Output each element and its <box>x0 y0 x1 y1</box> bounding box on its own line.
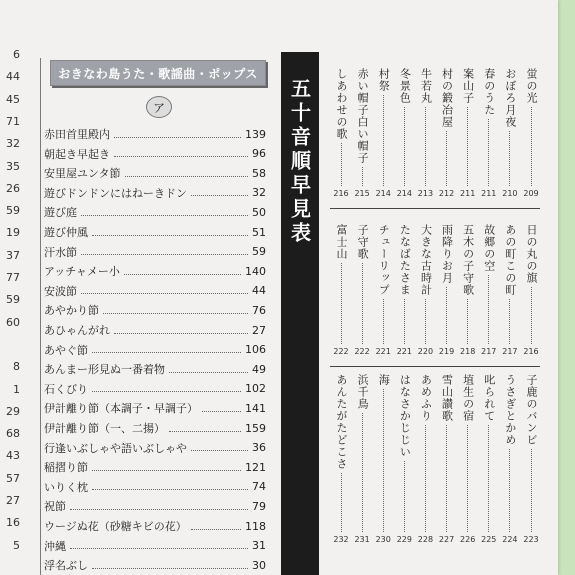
left-page-number: 68 <box>6 427 20 441</box>
song-row <box>44 418 266 438</box>
song-title: あやぐ節 <box>44 343 88 357</box>
dot-leader <box>531 287 532 344</box>
dot-leader <box>169 431 241 432</box>
index-entry-page: 225 <box>481 535 497 544</box>
song-page: 159 <box>245 421 266 435</box>
index-entry-title: 故郷の空 <box>482 224 496 272</box>
song-title: アッチャメー小 <box>44 265 120 279</box>
index-entry-page: 215 <box>354 189 370 198</box>
index-entry-title: あんたがたどこさ <box>335 374 348 470</box>
left-page-number: 19 <box>6 226 20 240</box>
left-page-number: 43 <box>6 449 20 463</box>
left-page-number: 45 <box>6 92 20 106</box>
dot-leader <box>92 568 248 569</box>
index-entry-page: 221 <box>375 347 391 356</box>
index-entry-title: 雨降りお月 <box>440 224 454 284</box>
kana-marker: ア <box>146 96 172 118</box>
song-row <box>44 202 266 222</box>
index-entry-page: 219 <box>438 347 455 356</box>
index-entry-page: 216 <box>333 189 349 198</box>
song-title: 伊計離り節（本調子・早調子） <box>44 402 198 416</box>
index-entry-title: 日の丸の旗 <box>525 224 538 284</box>
song-page: 31 <box>252 539 266 553</box>
dot-leader <box>362 413 363 532</box>
index-title-bar <box>281 52 319 575</box>
song-page: 59 <box>252 245 266 259</box>
index-entry-title: 牛若丸 <box>419 68 433 104</box>
index-entry-title: 雪山讃歌 <box>440 374 454 422</box>
index-entry-page: 213 <box>417 189 434 198</box>
dot-leader <box>92 352 241 353</box>
dot-leader <box>467 425 468 532</box>
left-page-number: 35 <box>6 159 20 173</box>
index-entry <box>524 68 538 198</box>
dot-leader <box>531 449 532 532</box>
dot-leader <box>531 107 532 186</box>
song-row <box>44 438 266 458</box>
index-entry <box>524 224 538 356</box>
dot-leader <box>425 299 426 344</box>
index-entry-page: 217 <box>502 347 518 356</box>
index-entry <box>440 374 454 544</box>
index-entry <box>440 224 454 356</box>
index-entry-page: 214 <box>396 189 412 198</box>
song-row <box>44 477 266 497</box>
index-entry-title: たなばたさま <box>398 224 412 296</box>
index-entry <box>376 224 390 356</box>
index-entry-title: 大きな古時計 <box>419 224 433 296</box>
song-row <box>44 379 266 399</box>
index-entry-title: 子守歌 <box>356 224 370 260</box>
dot-leader <box>509 299 510 344</box>
index-entry <box>482 224 496 356</box>
dot-leader <box>341 263 342 344</box>
index-entry-title: 案山子 <box>461 68 475 104</box>
index-entry-title: 海 <box>377 374 391 386</box>
index-entry-title: あの町この町 <box>503 224 517 296</box>
dot-leader <box>488 425 489 532</box>
index-entry-page: 222 <box>354 347 370 356</box>
index-block <box>333 224 539 356</box>
song-title: 赤田首里殿内 <box>44 128 110 141</box>
index-entry-page: 231 <box>354 535 370 544</box>
margin-divider <box>40 58 41 575</box>
dot-leader <box>383 95 384 186</box>
index-entry <box>418 374 432 544</box>
song-page: 140 <box>245 264 266 278</box>
left-page-number: 1 <box>13 382 20 396</box>
index-entry <box>355 68 369 198</box>
dot-leader <box>404 299 405 344</box>
song-page: 102 <box>245 382 266 396</box>
dot-leader <box>124 274 241 275</box>
song-page: 76 <box>252 303 266 317</box>
index-entry-title: チューリップ <box>377 224 391 296</box>
index-entry-title: おぼろ月夜 <box>503 68 517 128</box>
index-entry-title: 冬景色 <box>398 68 412 104</box>
song-title: 行逢いぶしゃや語いぶしゃや <box>44 441 187 455</box>
index-entry-page: 223 <box>523 535 539 544</box>
left-page-number: 32 <box>6 137 20 151</box>
song-title: 稲摺り節 <box>44 461 88 475</box>
song-row <box>44 222 266 242</box>
dot-leader <box>114 156 248 157</box>
song-page: 141 <box>245 401 266 415</box>
dot-leader <box>191 195 248 196</box>
song-title: 沖縄 <box>44 539 66 553</box>
index-entry-page: 230 <box>375 535 391 544</box>
dot-leader <box>125 176 248 177</box>
song-page: 139 <box>245 127 266 141</box>
index-entry-page: 228 <box>417 535 434 544</box>
index-entry <box>334 224 348 356</box>
dot-leader <box>191 450 248 451</box>
index-entry-page: 217 <box>481 347 497 356</box>
song-row <box>44 144 266 164</box>
song-row <box>44 496 266 516</box>
left-page-number: 6 <box>13 48 20 61</box>
index-entry-page: 214 <box>375 189 391 198</box>
left-page-number: 29 <box>6 404 20 418</box>
dot-leader <box>70 548 248 549</box>
song-row <box>44 359 266 379</box>
section-banner: おきなわ島うた・歌謡曲・ポップス <box>50 60 266 86</box>
index-entry-page: 211 <box>481 189 497 198</box>
index-entry <box>440 68 454 198</box>
index-entry-page: 226 <box>460 535 476 544</box>
index-entry-title: あめふり <box>419 374 433 422</box>
song-page: 121 <box>245 460 266 474</box>
dot-leader <box>341 143 342 186</box>
dot-leader <box>509 131 510 186</box>
dot-leader <box>202 411 241 412</box>
left-page-number: 71 <box>6 114 20 128</box>
dot-leader <box>488 119 489 186</box>
index-entry-title: 村祭 <box>377 68 391 92</box>
song-title: いりく枕 <box>44 480 88 494</box>
song-page: 96 <box>252 147 266 161</box>
dot-leader <box>425 425 426 532</box>
dot-leader <box>70 509 248 510</box>
song-page: 36 <box>252 441 266 455</box>
index-entry <box>461 374 475 544</box>
song-row <box>44 398 266 418</box>
index-entry-title: 村の鍛冶屋 <box>440 68 454 128</box>
dot-leader <box>509 449 510 532</box>
song-row <box>44 163 266 183</box>
index-entry-page: 212 <box>438 189 455 198</box>
song-title: あひゃんがれ <box>44 324 110 337</box>
song-page: 106 <box>245 343 266 357</box>
index-entry <box>397 374 411 544</box>
song-title: 遊びドンドンにはねーきドン <box>44 186 187 200</box>
index-entry-page: 224 <box>502 535 518 544</box>
song-row <box>44 300 266 320</box>
dot-leader <box>446 131 447 186</box>
index-entry-title: 浜千鳥 <box>356 374 370 410</box>
index-entry <box>482 374 496 544</box>
song-title: 浮名ぶし <box>44 559 88 573</box>
song-row <box>44 555 266 575</box>
left-page-number: 27 <box>6 494 20 507</box>
index-block <box>333 374 539 544</box>
block-divider <box>330 366 540 367</box>
index-entry <box>334 374 348 544</box>
index-entry <box>397 68 411 198</box>
song-row <box>44 516 266 536</box>
index-entry <box>376 374 390 544</box>
song-page: 30 <box>252 558 266 572</box>
index-entry-title: 赤い帽子白い帽子 <box>356 68 370 164</box>
left-page-number: 16 <box>6 516 20 530</box>
dot-leader <box>383 299 384 344</box>
song-title: 伊計離り節（一、二揚） <box>44 422 165 435</box>
index-entry <box>418 224 432 356</box>
dot-leader <box>425 107 426 186</box>
index-title: 五十音順早見表 <box>287 78 312 246</box>
song-row <box>44 340 266 360</box>
index-entry <box>503 374 517 544</box>
index-entry <box>355 374 369 544</box>
index-entry <box>397 224 411 356</box>
song-title: 安波節 <box>44 284 77 298</box>
left-page-number: 59 <box>6 204 20 218</box>
index-block <box>333 68 539 198</box>
dot-leader <box>362 263 363 344</box>
song-row <box>44 261 266 281</box>
dot-leader <box>114 137 241 138</box>
index-entry <box>418 68 432 198</box>
song-title: 汗水節 <box>44 245 77 259</box>
index-entry-page: 216 <box>523 347 539 356</box>
dot-leader <box>467 107 468 186</box>
index-entry-title: うさぎとかめ <box>503 374 517 446</box>
dot-leader <box>404 461 405 532</box>
index-entry-page: 232 <box>333 535 349 544</box>
index-entry-page: 222 <box>333 347 349 356</box>
dot-leader <box>446 287 447 344</box>
index-entry-title: はなさかじじい <box>398 374 412 458</box>
song-page: 58 <box>252 166 266 180</box>
song-title: あやかり節 <box>44 304 99 318</box>
song-page: 32 <box>252 186 266 200</box>
index-entry-page: 209 <box>523 189 539 198</box>
song-title: あんまー形見ぬ一番着物 <box>44 363 165 377</box>
dot-leader <box>383 389 384 532</box>
dot-leader <box>169 372 248 373</box>
index-entry-page: 229 <box>396 535 412 544</box>
song-title: 遊び仲風 <box>44 226 88 239</box>
dot-leader <box>81 293 248 294</box>
dot-leader <box>191 529 241 530</box>
index-entry-title: しあわせの歌 <box>335 68 348 140</box>
index-entry <box>503 224 517 356</box>
left-page-number: 8 <box>13 360 20 374</box>
left-page-number: 59 <box>6 293 20 307</box>
dot-leader <box>467 299 468 344</box>
index-entry-page: 210 <box>502 189 518 198</box>
song-page: 118 <box>245 519 266 533</box>
index-entry <box>355 224 369 356</box>
dot-leader <box>488 275 489 344</box>
left-page-number: 60 <box>6 315 20 329</box>
dot-leader <box>103 313 248 314</box>
index-entry-page: 221 <box>396 347 412 356</box>
index-entry-page: 211 <box>460 189 476 198</box>
index-entry <box>334 68 348 198</box>
song-row <box>44 320 266 340</box>
song-row <box>44 457 266 477</box>
left-page-number: 37 <box>6 248 20 262</box>
index-entry <box>461 68 475 198</box>
index-entry-page: 218 <box>460 347 476 356</box>
dot-leader <box>404 107 405 186</box>
block-divider <box>330 208 540 209</box>
index-entry-title: 蛍の光 <box>525 68 538 104</box>
index-entry <box>376 68 390 198</box>
dot-leader <box>92 470 241 471</box>
song-page: 44 <box>252 284 266 298</box>
song-row <box>44 536 266 556</box>
index-entry <box>503 68 517 198</box>
song-row <box>44 183 266 203</box>
song-page: 51 <box>252 225 266 239</box>
song-title: 祝節 <box>44 500 66 514</box>
song-title: 石くびり <box>44 382 88 396</box>
song-page: 50 <box>252 205 266 219</box>
index-entry <box>524 374 538 544</box>
index-entry-title: 春のうた <box>482 68 496 116</box>
song-title: 朝起き早起き <box>44 147 110 161</box>
index-entry-title: 叱られて <box>482 374 496 422</box>
dot-leader <box>446 425 447 532</box>
song-title: ウージぬ花（砂糖キビの花） <box>44 520 187 533</box>
left-page-number: 77 <box>6 271 20 284</box>
song-title: 遊び庭 <box>44 206 77 220</box>
song-row <box>44 242 266 262</box>
left-page-number: 44 <box>6 70 20 84</box>
dot-leader <box>81 254 248 255</box>
dot-leader <box>114 333 248 334</box>
song-title: 安里屋ユンタ節 <box>44 167 121 181</box>
song-page: 74 <box>252 480 266 494</box>
song-row <box>44 124 266 144</box>
index-entry-page: 227 <box>438 535 455 544</box>
left-page-numbers <box>0 48 22 575</box>
song-page: 27 <box>252 323 266 337</box>
dot-leader <box>341 473 342 532</box>
index-entry-title: 埴生の宿 <box>461 374 475 422</box>
dot-leader <box>362 167 363 186</box>
song-page: 79 <box>252 499 266 513</box>
dot-leader <box>81 215 248 216</box>
index-entry-page: 220 <box>417 347 434 356</box>
dot-leader <box>92 391 241 392</box>
index-entry-title: 富士山 <box>335 224 348 260</box>
left-page-number: 5 <box>13 538 20 552</box>
song-page: 49 <box>252 362 266 376</box>
index-entry-title: 子鹿のバンビ <box>525 374 538 446</box>
index-entry-title: 五木の子守歌 <box>461 224 475 296</box>
dot-leader <box>92 235 248 236</box>
left-page-number: 57 <box>6 471 20 485</box>
dot-leader <box>92 489 248 490</box>
left-page-number: 26 <box>6 181 20 195</box>
index-entry <box>461 224 475 356</box>
song-row <box>44 281 266 301</box>
index-entry <box>482 68 496 198</box>
